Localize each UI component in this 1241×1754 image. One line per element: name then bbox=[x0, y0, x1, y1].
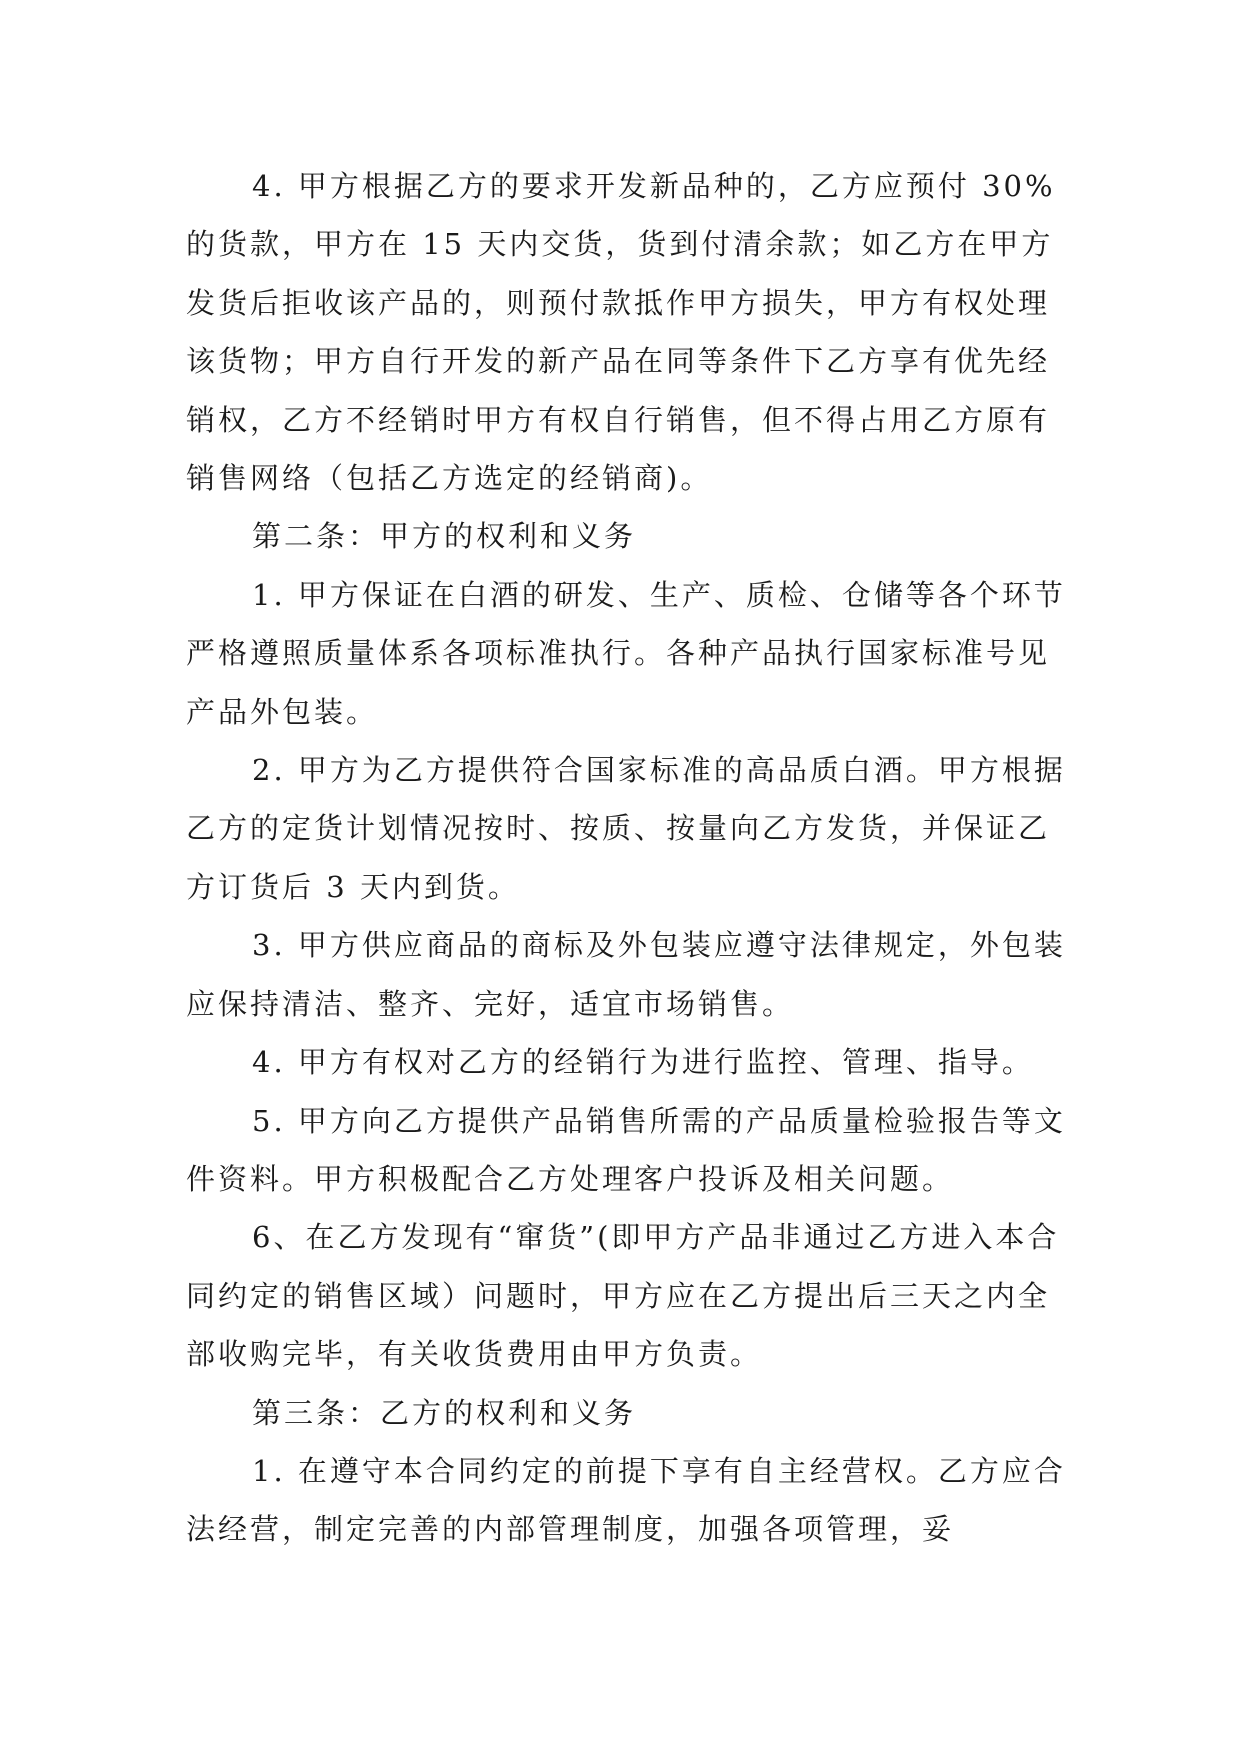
section-heading-article-3: 第三条：乙方的权利和义务 bbox=[252, 1395, 637, 1430]
paragraph-clause-3-1: 1. 在遵守本合同约定的前提下享有自主经营权。乙方应合法经营，制定完善的内部管理制度，加强各项管理，妥 bbox=[186, 1453, 1066, 1547]
document-body bbox=[186, 157, 1066, 1559]
paragraph-clause-1-4: 4. 甲方根据乙方的要求开发新品种的，乙方应预付 30%的货款，甲方在 15 天内交货，货到付清余款；如乙方在甲方发货后拒收该产品的，则预付款抵作甲方损失，甲方有权处理该货物；甲方自行开发的新产品在同等条件下乙方享有优先经销权，乙方不经销时甲方有权自行销售，但不得占用乙方原有销售网络（包括乙方选定的经销商)。 bbox=[186, 169, 1056, 496]
paragraph-clause-2-5: 5. 甲方向乙方提供产品销售所需的产品质量检验报告等文件资料。甲方积极配合乙方处理客户投诉及相关问题。 bbox=[186, 1103, 1066, 1196]
paragraph-clause-2-2: 2. 甲方为乙方提供符合国家标准的高品质白酒。甲方根据乙方的定货计划情况按时、按质、按量向乙方发货，并保证乙方订货后 3 天内到货。 bbox=[186, 753, 1066, 904]
paragraph-clause-2-4: 4. 甲方有权对乙方的经销行为进行监控、管理、指导。 bbox=[252, 1045, 1034, 1080]
paragraph-clause-2-1: 1. 甲方保证在白酒的研发、生产、质检、仓储等各个环节严格遵照质量体系各项标准执行。各种产品执行国家标准号见产品外包装。 bbox=[186, 577, 1066, 729]
paragraph-clause-2-6: 6、在乙方发现有“窜货”(即甲方产品非通过乙方进入本合同约定的销售区域）问题时，甲方应在乙方提出后三天之内全部收购完毕，有关收货费用由甲方负责。 bbox=[186, 1220, 1060, 1372]
paragraph-clause-2-3: 3. 甲方供应商品的商标及外包装应遵守法律规定，外包装应保持清洁、整齐、完好，适宜市场销售。 bbox=[186, 928, 1066, 1021]
section-heading-article-2: 第二条：甲方的权利和义务 bbox=[252, 519, 637, 554]
